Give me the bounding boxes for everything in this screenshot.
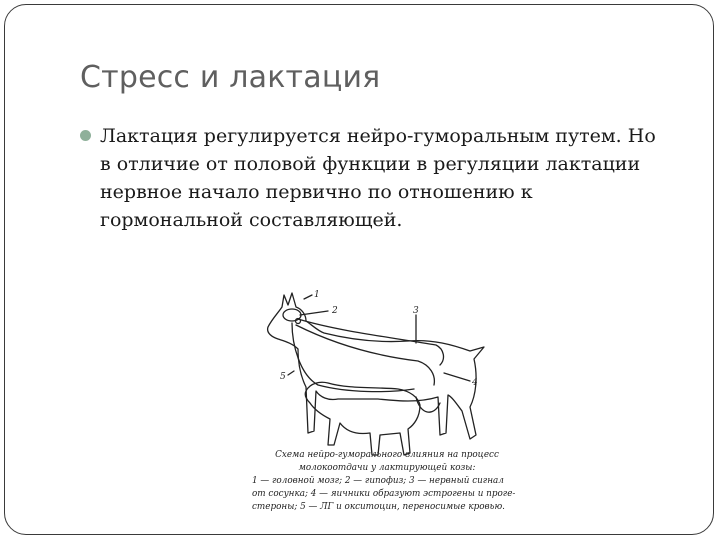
label-5: 5 xyxy=(280,372,286,382)
label-4: 4 xyxy=(472,378,478,388)
caption-title-line1: Схема нейро-гуморального влияния на процесс xyxy=(275,450,499,460)
kid-outline xyxy=(305,382,420,455)
caption-body-line3: стероны; 5 — ЛГ и окситоцин, переносимые кровью. xyxy=(252,502,505,512)
caption-body-line1: 1 — головной мозг; 2 — гипофиз; 3 — нервный сигнал xyxy=(252,476,504,486)
caption-body-line2: от сосунка; 4 — яичники образуют эстрогены и проге- xyxy=(252,489,516,499)
figure-caption xyxy=(252,449,522,514)
slide-title: Стресс и лактация xyxy=(80,60,381,95)
label-2: 2 xyxy=(332,306,338,316)
bullet-text: Лактация регулируется нейро-гуморальным путем. Но в отличие от половой функции в регуляции лактации нервное начало первично по отношению к гормональной составляющей. xyxy=(100,125,656,231)
label-1: 1 xyxy=(314,290,320,300)
bullet-dot-icon xyxy=(80,130,91,141)
nerve-path xyxy=(298,319,443,365)
label-3: 3 xyxy=(413,306,419,316)
caption-title-line2: молокоотдачи у лактирующей козы: xyxy=(298,463,476,473)
